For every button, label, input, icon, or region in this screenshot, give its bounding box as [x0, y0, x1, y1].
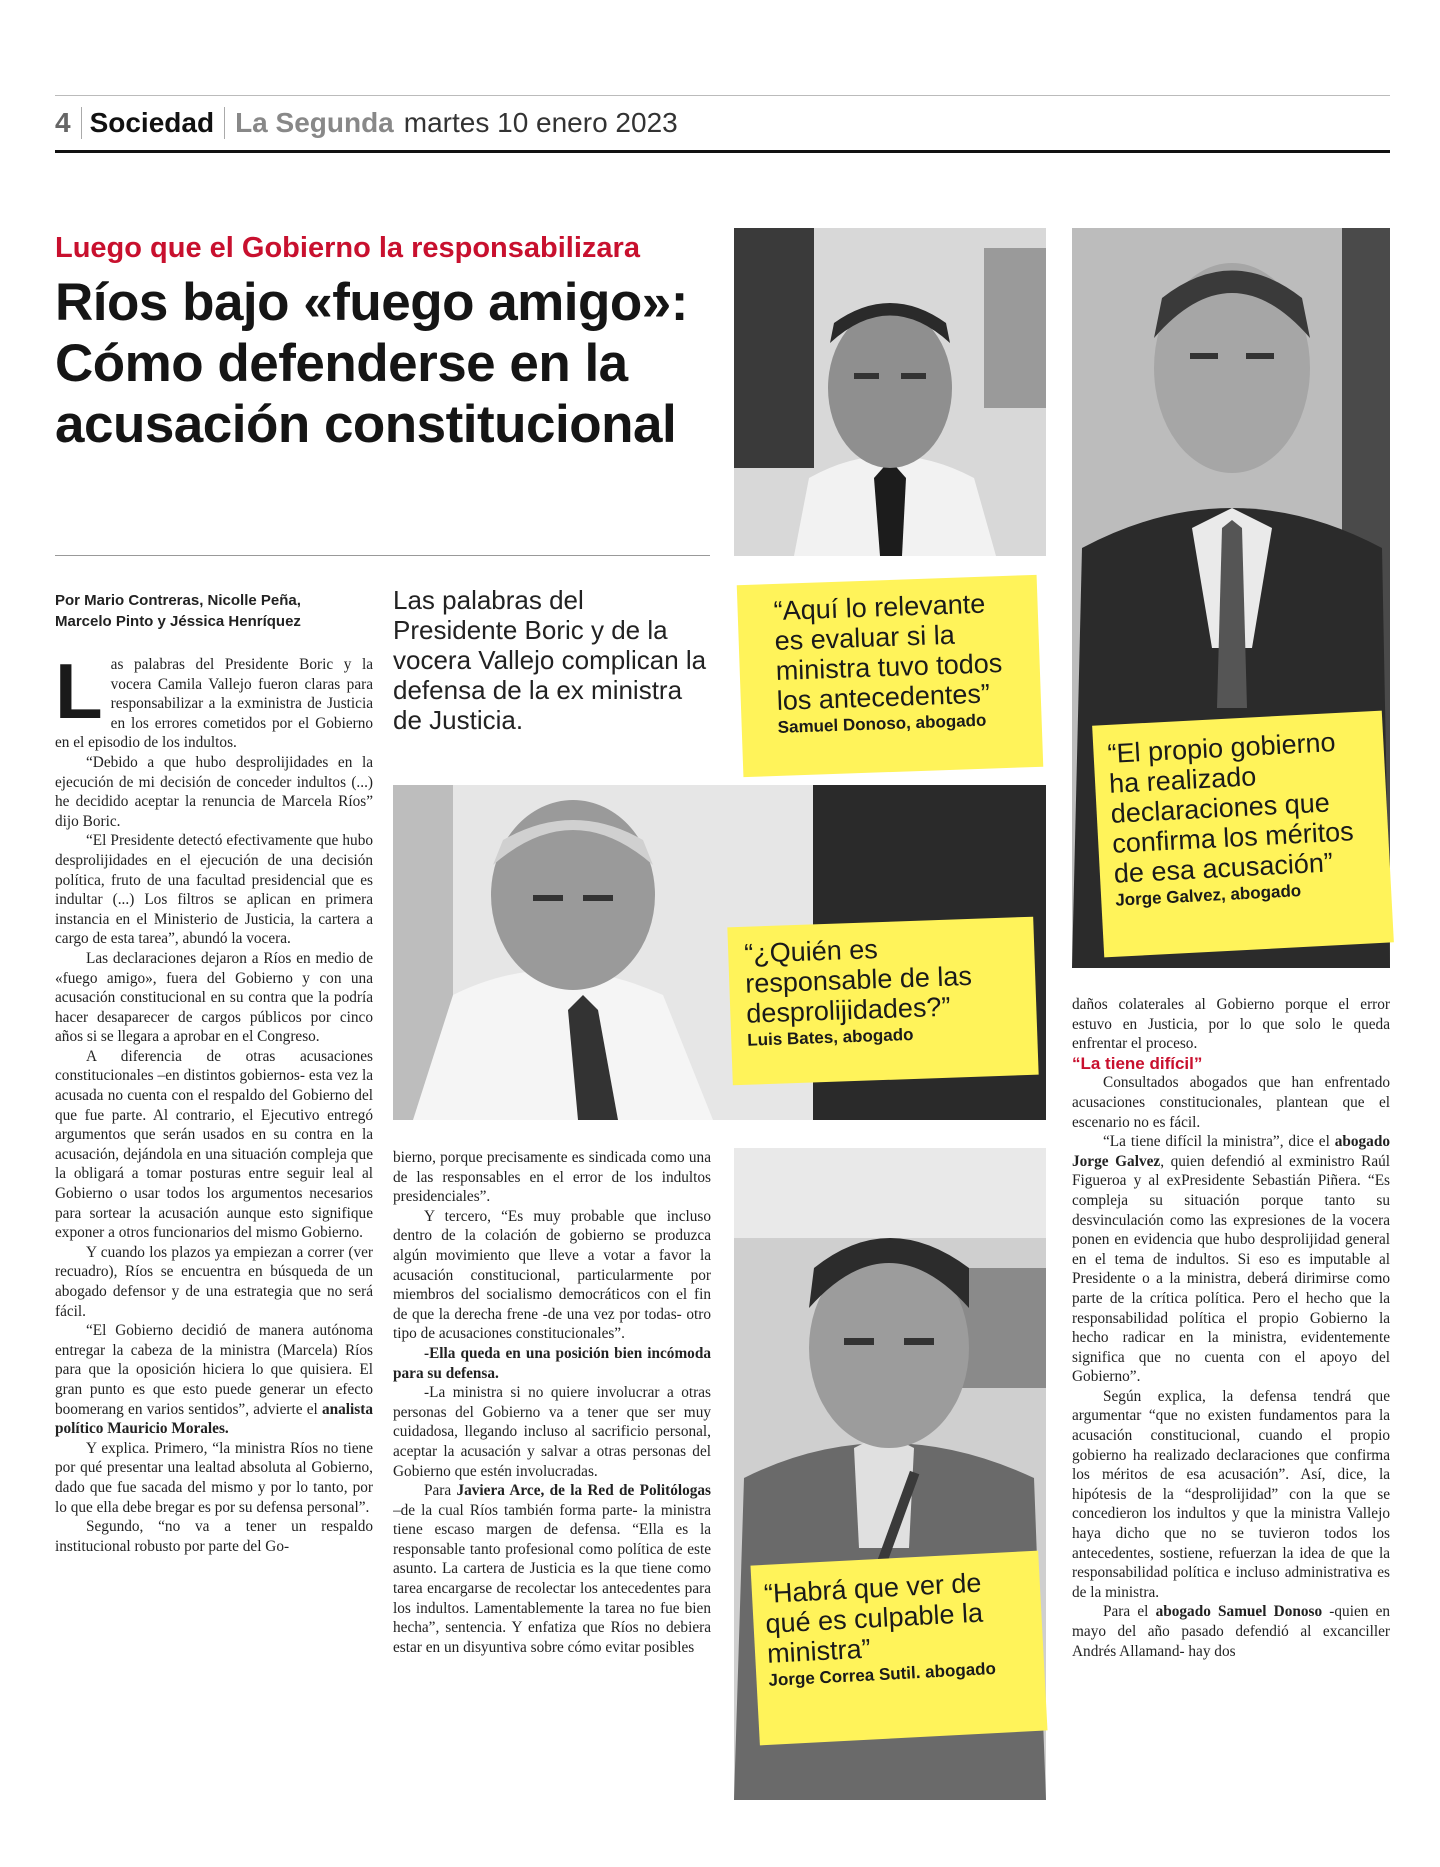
article-byline: Por Mario Contreras, Nicolle Peña, Marcelo Pinto y Jéssica Henríquez: [55, 592, 301, 630]
body-column-3: daños colaterales al Gobierno porque el error estuvo en Justicia, por lo que solo le queda enfrentar el proceso. “La tiene difícil” Consultados abogados que han enfrentado acusaciones constitucionales, plantean que el escenario no es fácil. “La tiene difícil la ministra”, dice el abogado Jorge Galvez, quien defendió al exministro Raúl Figueroa y al exPresidente Sebastián Piñera. “Es compleja su situación porque tanto su desvinculación como las expresiones de la vocera ponen en evidencia que hubo desprolijidad general en el tema de indultos. Si eso es imputable al Presidente o a la ministra, deberá dirimirse como parte de la crítica política. Pero el hecho que la responsabilidad política el propio Gobierno la hecho radicar en la ministra, evidentemente significa que no cuenta con el apoyo del Gobierno”. Según explica, la defensa tendrá que argumentar “que no existen fundamentos para la acusación constitucional, cuando el propio gobierno ha realizado declaraciones que confirma los méritos de esa acusación”. Así, dice, la hipótesis de la “desprolijidad” con la que se concedieron los indultos y que la ministra Vallejo haya dicho que no se tuvieron todos los antecedentes, sostiene, refuerzan la idea de que la responsabilidad política e incluso administrativa es de la ministra. Para el abogado Samuel Donoso -quien en mayo del año pasado defendió al excanciller Andrés Allamand- hay dos: [1072, 996, 1390, 1660]
header-bottom-rule: [55, 150, 1390, 153]
article-kicker: Luego que el Gobierno la responsabilizara: [55, 232, 640, 264]
header-top-rule: [55, 95, 1390, 96]
quote-bubble-galvez: [1092, 711, 1394, 958]
quote-author-galvez: Jorge Galvez, abogado: [1114, 881, 1302, 910]
drop-cap: L: [55, 655, 103, 735]
headline-rule: [55, 555, 710, 556]
article-lede: Las palabras del Presidente Boric y de la vocera Vallejo complican la defensa de la ex ministra de Justicia.: [393, 585, 707, 735]
quote-text-correa: “Habrá que ver de qué es culpable la ministra”: [763, 1567, 984, 1669]
quote-author-bates: Luis Bates, abogado: [746, 1024, 914, 1050]
section-subhead: “La tiene difícil”: [1072, 1053, 1203, 1073]
section-name: Sociedad: [90, 107, 225, 139]
page-number: 4: [55, 107, 82, 139]
quote-text-bates: “¿Quién es responsable de las desprolijidades?”: [743, 934, 973, 1029]
photo-samuel-donoso: [734, 228, 1046, 556]
body-column-1: Las palabras del Presidente Boric y la vocera Camila Vallejo fueron claras para responsabilizar a la exministra de Justicia en los errores cometidos por el Gobierno en el episodio de los indultos. “Debido a que hubo desprolijidades en la ejecución de mi decisión de conceder indultos (...) he decidido aceptar la renuncia de Marcela Ríos” dijo Boric. “El Presidente detectó efectivamente que hubo desprolijidades en el ejecución de una decisión política, fruto de una facultad presidencial que es indultar (...) Los filtros se aplican en primera instancia en el Ministerio de Justicia, la cartera a cargo de esta tarea”, abundó la vocera. Las declaraciones dejaron a Ríos en medio de «fuego amigo», fuera del Gobierno y con una acusación constitucional en su contra que la podría hacer desaparecer de cargos públicos por cinco años si se llegara a aprobar en el Congreso. A diferencia de otras acusaciones constitucionales –en distintos gobiernos- esta vez la acusada no cuenta con el respaldo del Gobierno del que fue parte. Al contrario, el Ejecutivo entregó argumentos que serán usados en su contra en la acusación, dejándola en una situación compleja que la obligará a tomar posturas entre seguir leal al Gobierno o usar todos los argumentos necesarios para sortear la acusación aunque esto signifique exponer a otros funcionarios del mismo Gobierno. Y cuando los plazos ya empiezan a correr (ver recuadro), Ríos se encuentra en búsqueda de un abogado defensor y de una estrategia que no será fácil. “El Gobierno decidió de manera autónoma entregar la cabeza de la ministra (Marcela) Ríos para que la oposición hiciera lo que quisiera. El gran punto es que esto puede generar un efecto boomerang en varios sentidos”, advierte el analista político Mauricio Morales. Y explica. Primero, “la ministra Ríos no tiene por qué presentar una lealtad absoluta al Gobierno, dado que fue sacada del mismo y por lo tanto, por lo que ella debe bregar es por su defensa personal”. Segundo, “no va a tener un respaldo institucional robusto por parte del Go-: [55, 655, 373, 1555]
quote-bubble-correa: [750, 1551, 1047, 1746]
quote-text-donoso: “Aquí lo relevante es evaluar si la ministra tuvo todos los antecedentes”: [773, 588, 1003, 716]
page-header: [55, 102, 678, 144]
issue-date: martes 10 enero 2023: [403, 107, 678, 138]
quote-bubble-donoso: [737, 575, 1044, 777]
article-headline: Ríos bajo «fuego amigo»: Cómo defenderse en la acusación constitucional: [55, 273, 688, 454]
body-column-2: bierno, porque precisamente es sindicada como una de las responsables en el error de los indultos presidenciales”. Y tercero, “Es muy probable que incluso dentro de la colación de gobierno se produzca algún movimiento que lleve a votar a favor la acusación constitucional, particularmente por miembros del socialismo democráticos con el fin de que la derecha frene -de una vez por todas- otro tipo de acusaciones constitucionales”. -Ella queda en una posición bien incómoda para su defensa. -La ministra si no quiere involucrar a otras personas del Gobierno va a tener que ser muy cuidadosa, llegando incluso al sacrificio personal, aceptar la acusación y salvar a otras personas del Gobierno que estén involucradas. Para Javiera Arce, de la Red de Politólogas –de la cual Ríos también forma parte- la ministra tiene escaso margen de defensa. “Ella es la responsable tanto profesional como política de este asunto. La cartera de Justicia es la que tiene como tarea encargarse de recolectar los antecedentes para los indultos. Lamentablemente la tarea no fue bien hecha”, sentencia. Y enfatiza que Ríos no debiera estar en un disyuntiva sobre cómo evitar posibles: [393, 1149, 711, 1656]
publication-name: La Segunda: [235, 107, 394, 138]
quote-author-correa: Jorge Correa Sutil. abogado: [768, 1658, 997, 1690]
quote-text-galvez: “El propio gobierno ha realizado declaraciones que confirma los méritos de esa acusación”: [1106, 727, 1355, 889]
quote-author-donoso: Samuel Donoso, abogado: [777, 710, 987, 737]
quote-bubble-bates: [727, 917, 1038, 1086]
